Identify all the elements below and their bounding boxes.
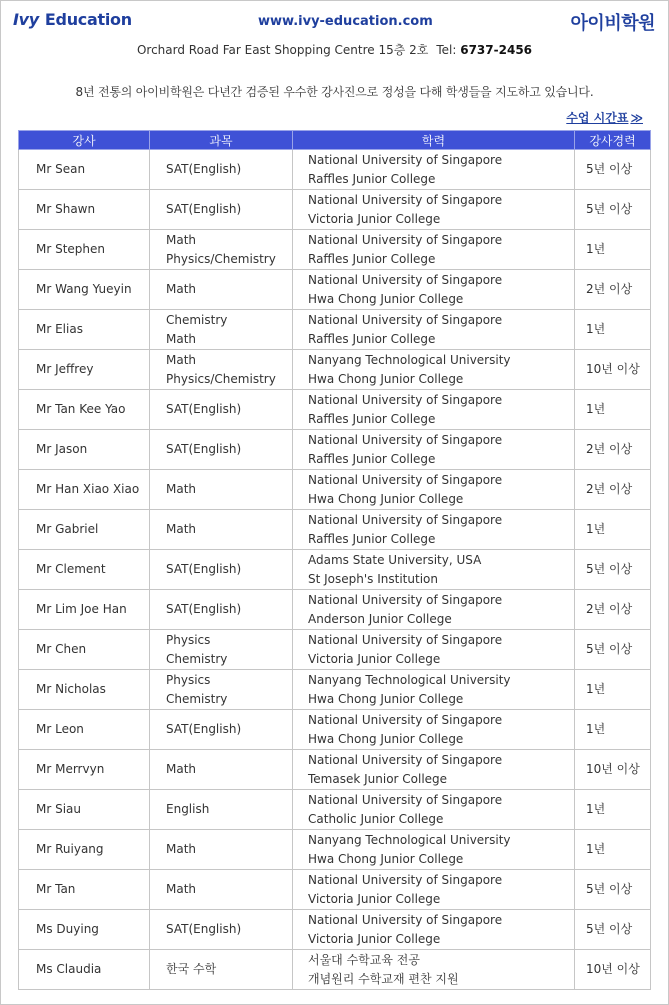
double-arrow-icon: ≫ (630, 111, 643, 125)
table-row (19, 710, 651, 750)
subject-line: Math (166, 282, 197, 296)
education-line: Hwa Chong Junior College (308, 371, 464, 386)
subject-line: Math (166, 331, 197, 346)
teacher-subjects (150, 310, 293, 350)
subject-line: Math (166, 762, 197, 776)
teachers-table-body (19, 150, 651, 990)
teacher-experience: 1년 (575, 310, 651, 350)
education-line: Victoria Junior College (308, 211, 441, 226)
teacher-experience: 5년 이상 (575, 190, 651, 230)
teacher-education (293, 950, 575, 990)
teacher-subjects (150, 710, 293, 750)
teacher-experience: 5년 이상 (575, 630, 651, 670)
table-row (19, 630, 651, 670)
teacher-subjects (150, 870, 293, 910)
teacher-education (293, 830, 575, 870)
header (0, 0, 669, 40)
teacher-name: Mr Ruiyang (19, 830, 150, 870)
teacher-name: Mr Chen (19, 630, 150, 670)
class-schedule-link[interactable] (566, 109, 643, 126)
teacher-education (293, 590, 575, 630)
teacher-name: Mr Tan Kee Yao (19, 390, 150, 430)
teacher-experience: 1년 (575, 830, 651, 870)
table-row (19, 590, 651, 630)
subject-line: Math (166, 232, 197, 247)
teacher-subjects (150, 950, 293, 990)
logo-ivy-text: Ivy (13, 10, 39, 29)
teacher-subjects (150, 790, 293, 830)
table-row (19, 950, 651, 990)
teacher-experience: 1년 (575, 510, 651, 550)
teacher-subjects (150, 430, 293, 470)
table-row (19, 790, 651, 830)
teacher-experience: 1년 (575, 710, 651, 750)
subject-line: SAT(English) (166, 922, 242, 936)
education-line: Hwa Chong Junior College (308, 291, 464, 306)
teacher-experience: 1년 (575, 230, 651, 270)
teacher-subjects (150, 350, 293, 390)
teacher-education (293, 910, 575, 950)
header-education: 학력 (293, 131, 575, 150)
teacher-experience: 10년 이상 (575, 950, 651, 990)
teacher-experience: 2년 이상 (575, 430, 651, 470)
teacher-name: Mr Sean (19, 150, 150, 190)
teacher-education (293, 750, 575, 790)
table-header-row (19, 131, 651, 150)
education-line: National University of Singapore (308, 192, 503, 207)
education-line: National University of Singapore (308, 792, 503, 807)
teacher-education (293, 670, 575, 710)
teacher-experience: 5년 이상 (575, 870, 651, 910)
education-line: 서울대 수학교육 전공 (308, 952, 420, 967)
teacher-name: Mr Jeffrey (19, 350, 150, 390)
teacher-education (293, 870, 575, 910)
table-row (19, 510, 651, 550)
education-line: National University of Singapore (308, 872, 503, 887)
tel-label: Tel: (436, 43, 457, 57)
education-line: National University of Singapore (308, 632, 503, 647)
header-teacher: 강사 (19, 131, 150, 150)
teacher-name: Mr Han Xiao Xiao (19, 470, 150, 510)
subject-line: SAT(English) (166, 602, 242, 616)
teacher-education (293, 430, 575, 470)
table-row (19, 390, 651, 430)
subject-line: English (166, 802, 210, 816)
education-line: National University of Singapore (308, 592, 503, 607)
teacher-subjects (150, 190, 293, 230)
education-line: National University of Singapore (308, 312, 503, 327)
education-line: National University of Singapore (308, 752, 503, 767)
table-row (19, 350, 651, 390)
teacher-subjects (150, 670, 293, 710)
teacher-name: Mr Jason (19, 430, 150, 470)
teacher-education (293, 230, 575, 270)
education-line: Hwa Chong Junior College (308, 491, 464, 506)
subject-line: Math (166, 482, 197, 496)
subject-line: SAT(English) (166, 162, 242, 176)
table-row (19, 910, 651, 950)
teacher-experience: 10년 이상 (575, 750, 651, 790)
address-location: Orchard Road Far East Shopping Centre 15층 2호 (136, 43, 429, 57)
teacher-education (293, 510, 575, 550)
teacher-education (293, 790, 575, 830)
class-schedule-label: 수업 시간표 (566, 111, 629, 125)
table-row (19, 190, 651, 230)
subject-line: SAT(English) (166, 442, 242, 456)
education-line: Nanyang Technological University (308, 672, 511, 687)
table-row (19, 230, 651, 270)
teacher-experience: 2년 이상 (575, 270, 651, 310)
education-line: Catholic Junior College (308, 811, 444, 826)
teacher-name: Mr Wang Yueyin (19, 270, 150, 310)
education-line: Victoria Junior College (308, 891, 441, 906)
teacher-subjects (150, 270, 293, 310)
teacher-education (293, 150, 575, 190)
site-url[interactable]: www.ivy-education.com (258, 14, 433, 29)
address-line (0, 41, 669, 58)
teacher-subjects (150, 630, 293, 670)
education-line: 개념원리 수학교재 편찬 지원 (308, 971, 459, 986)
subject-line: Chemistry (166, 312, 228, 327)
teacher-name: Mr Siau (19, 790, 150, 830)
teacher-education (293, 390, 575, 430)
teacher-subjects (150, 550, 293, 590)
teacher-subjects (150, 230, 293, 270)
education-line: National University of Singapore (308, 152, 503, 167)
ivy-education-logo[interactable] (13, 10, 132, 29)
teacher-experience: 5년 이상 (575, 150, 651, 190)
subject-line: Physics/Chemistry (166, 371, 276, 386)
teacher-experience: 2년 이상 (575, 470, 651, 510)
education-line: Adams State University, USA (308, 552, 482, 567)
teacher-name: Ms Claudia (19, 950, 150, 990)
teacher-experience: 1년 (575, 670, 651, 710)
education-line: Anderson Junior College (308, 611, 452, 626)
teacher-subjects (150, 750, 293, 790)
logo-education-text: Education (44, 10, 132, 29)
teacher-name: Mr Tan (19, 870, 150, 910)
subject-line: Physics (166, 632, 211, 647)
subject-line: Math (166, 522, 197, 536)
education-line: Hwa Chong Junior College (308, 851, 464, 866)
teacher-education (293, 270, 575, 310)
education-line: Raffles Junior College (308, 531, 436, 546)
teacher-subjects (150, 590, 293, 630)
tel-number: 6737-2456 (460, 43, 533, 57)
teacher-education (293, 310, 575, 350)
subject-line: SAT(English) (166, 562, 242, 576)
teacher-subjects (150, 910, 293, 950)
education-line: Raffles Junior College (308, 331, 436, 346)
teacher-experience: 5년 이상 (575, 910, 651, 950)
teacher-education (293, 630, 575, 670)
subject-line: Math (166, 352, 197, 367)
subject-line: Chemistry (166, 691, 228, 706)
header-experience: 강사경력 (575, 131, 651, 150)
teacher-education (293, 710, 575, 750)
education-line: National University of Singapore (308, 712, 503, 727)
table-row (19, 430, 651, 470)
education-line: Nanyang Technological University (308, 352, 511, 367)
table-row (19, 470, 651, 510)
education-line: Hwa Chong Junior College (308, 691, 464, 706)
header-subject: 과목 (150, 131, 293, 150)
table-row (19, 150, 651, 190)
subject-line: Math (166, 842, 197, 856)
teacher-education (293, 350, 575, 390)
teacher-education (293, 190, 575, 230)
teacher-experience: 1년 (575, 790, 651, 830)
teacher-subjects (150, 470, 293, 510)
teacher-name: Ms Duying (19, 910, 150, 950)
teacher-experience: 2년 이상 (575, 590, 651, 630)
education-line: Victoria Junior College (308, 651, 441, 666)
education-line: Victoria Junior College (308, 931, 441, 946)
subject-line: Chemistry (166, 651, 228, 666)
intro-text: 8년 전통의 아이비학원은 다년간 검증된 우수한 강사진으로 정성을 다해 학생들을 지도하고 있습니다. (75, 85, 594, 99)
teacher-experience: 5년 이상 (575, 550, 651, 590)
education-line: National University of Singapore (308, 432, 503, 447)
teacher-name: Mr Leon (19, 710, 150, 750)
education-line: St Joseph's Institution (308, 571, 438, 586)
teacher-subjects (150, 390, 293, 430)
education-line: Raffles Junior College (308, 171, 436, 186)
education-line: Temasek Junior College (308, 771, 448, 786)
table-row (19, 670, 651, 710)
teacher-name: Mr Lim Joe Han (19, 590, 150, 630)
education-line: National University of Singapore (308, 272, 503, 287)
teacher-education (293, 470, 575, 510)
education-line: Nanyang Technological University (308, 832, 511, 847)
education-line: National University of Singapore (308, 472, 503, 487)
teacher-experience: 1년 (575, 390, 651, 430)
subject-line: SAT(English) (166, 402, 242, 416)
teacher-name: Mr Stephen (19, 230, 150, 270)
teacher-name: Mr Gabriel (19, 510, 150, 550)
subject-line: Physics (166, 672, 211, 687)
ivy-academy-logo-korean[interactable]: 아이비학원 (570, 13, 655, 34)
education-line: National University of Singapore (308, 392, 503, 407)
table-row (19, 870, 651, 910)
subject-line: SAT(English) (166, 722, 242, 736)
education-line: Raffles Junior College (308, 451, 436, 466)
teacher-name: Mr Elias (19, 310, 150, 350)
subject-line: SAT(English) (166, 202, 242, 216)
teacher-subjects (150, 510, 293, 550)
teacher-experience: 10년 이상 (575, 350, 651, 390)
teacher-education (293, 550, 575, 590)
education-line: National University of Singapore (308, 912, 503, 927)
subject-line: 한국 수학 (166, 962, 217, 976)
table-row (19, 310, 651, 350)
teacher-name: Mr Nicholas (19, 670, 150, 710)
education-line: National University of Singapore (308, 512, 503, 527)
table-row (19, 270, 651, 310)
teacher-name: Mr Shawn (19, 190, 150, 230)
teacher-subjects (150, 830, 293, 870)
teacher-name: Mr Clement (19, 550, 150, 590)
table-row (19, 830, 651, 870)
table-row (19, 550, 651, 590)
table-row (19, 750, 651, 790)
subject-line: Physics/Chemistry (166, 251, 276, 266)
teacher-subjects (150, 150, 293, 190)
teachers-table (18, 130, 651, 990)
education-line: Hwa Chong Junior College (308, 731, 464, 746)
teacher-name: Mr Merrvyn (19, 750, 150, 790)
education-line: Raffles Junior College (308, 251, 436, 266)
education-line: Raffles Junior College (308, 411, 436, 426)
subject-line: Math (166, 882, 197, 896)
education-line: National University of Singapore (308, 232, 503, 247)
